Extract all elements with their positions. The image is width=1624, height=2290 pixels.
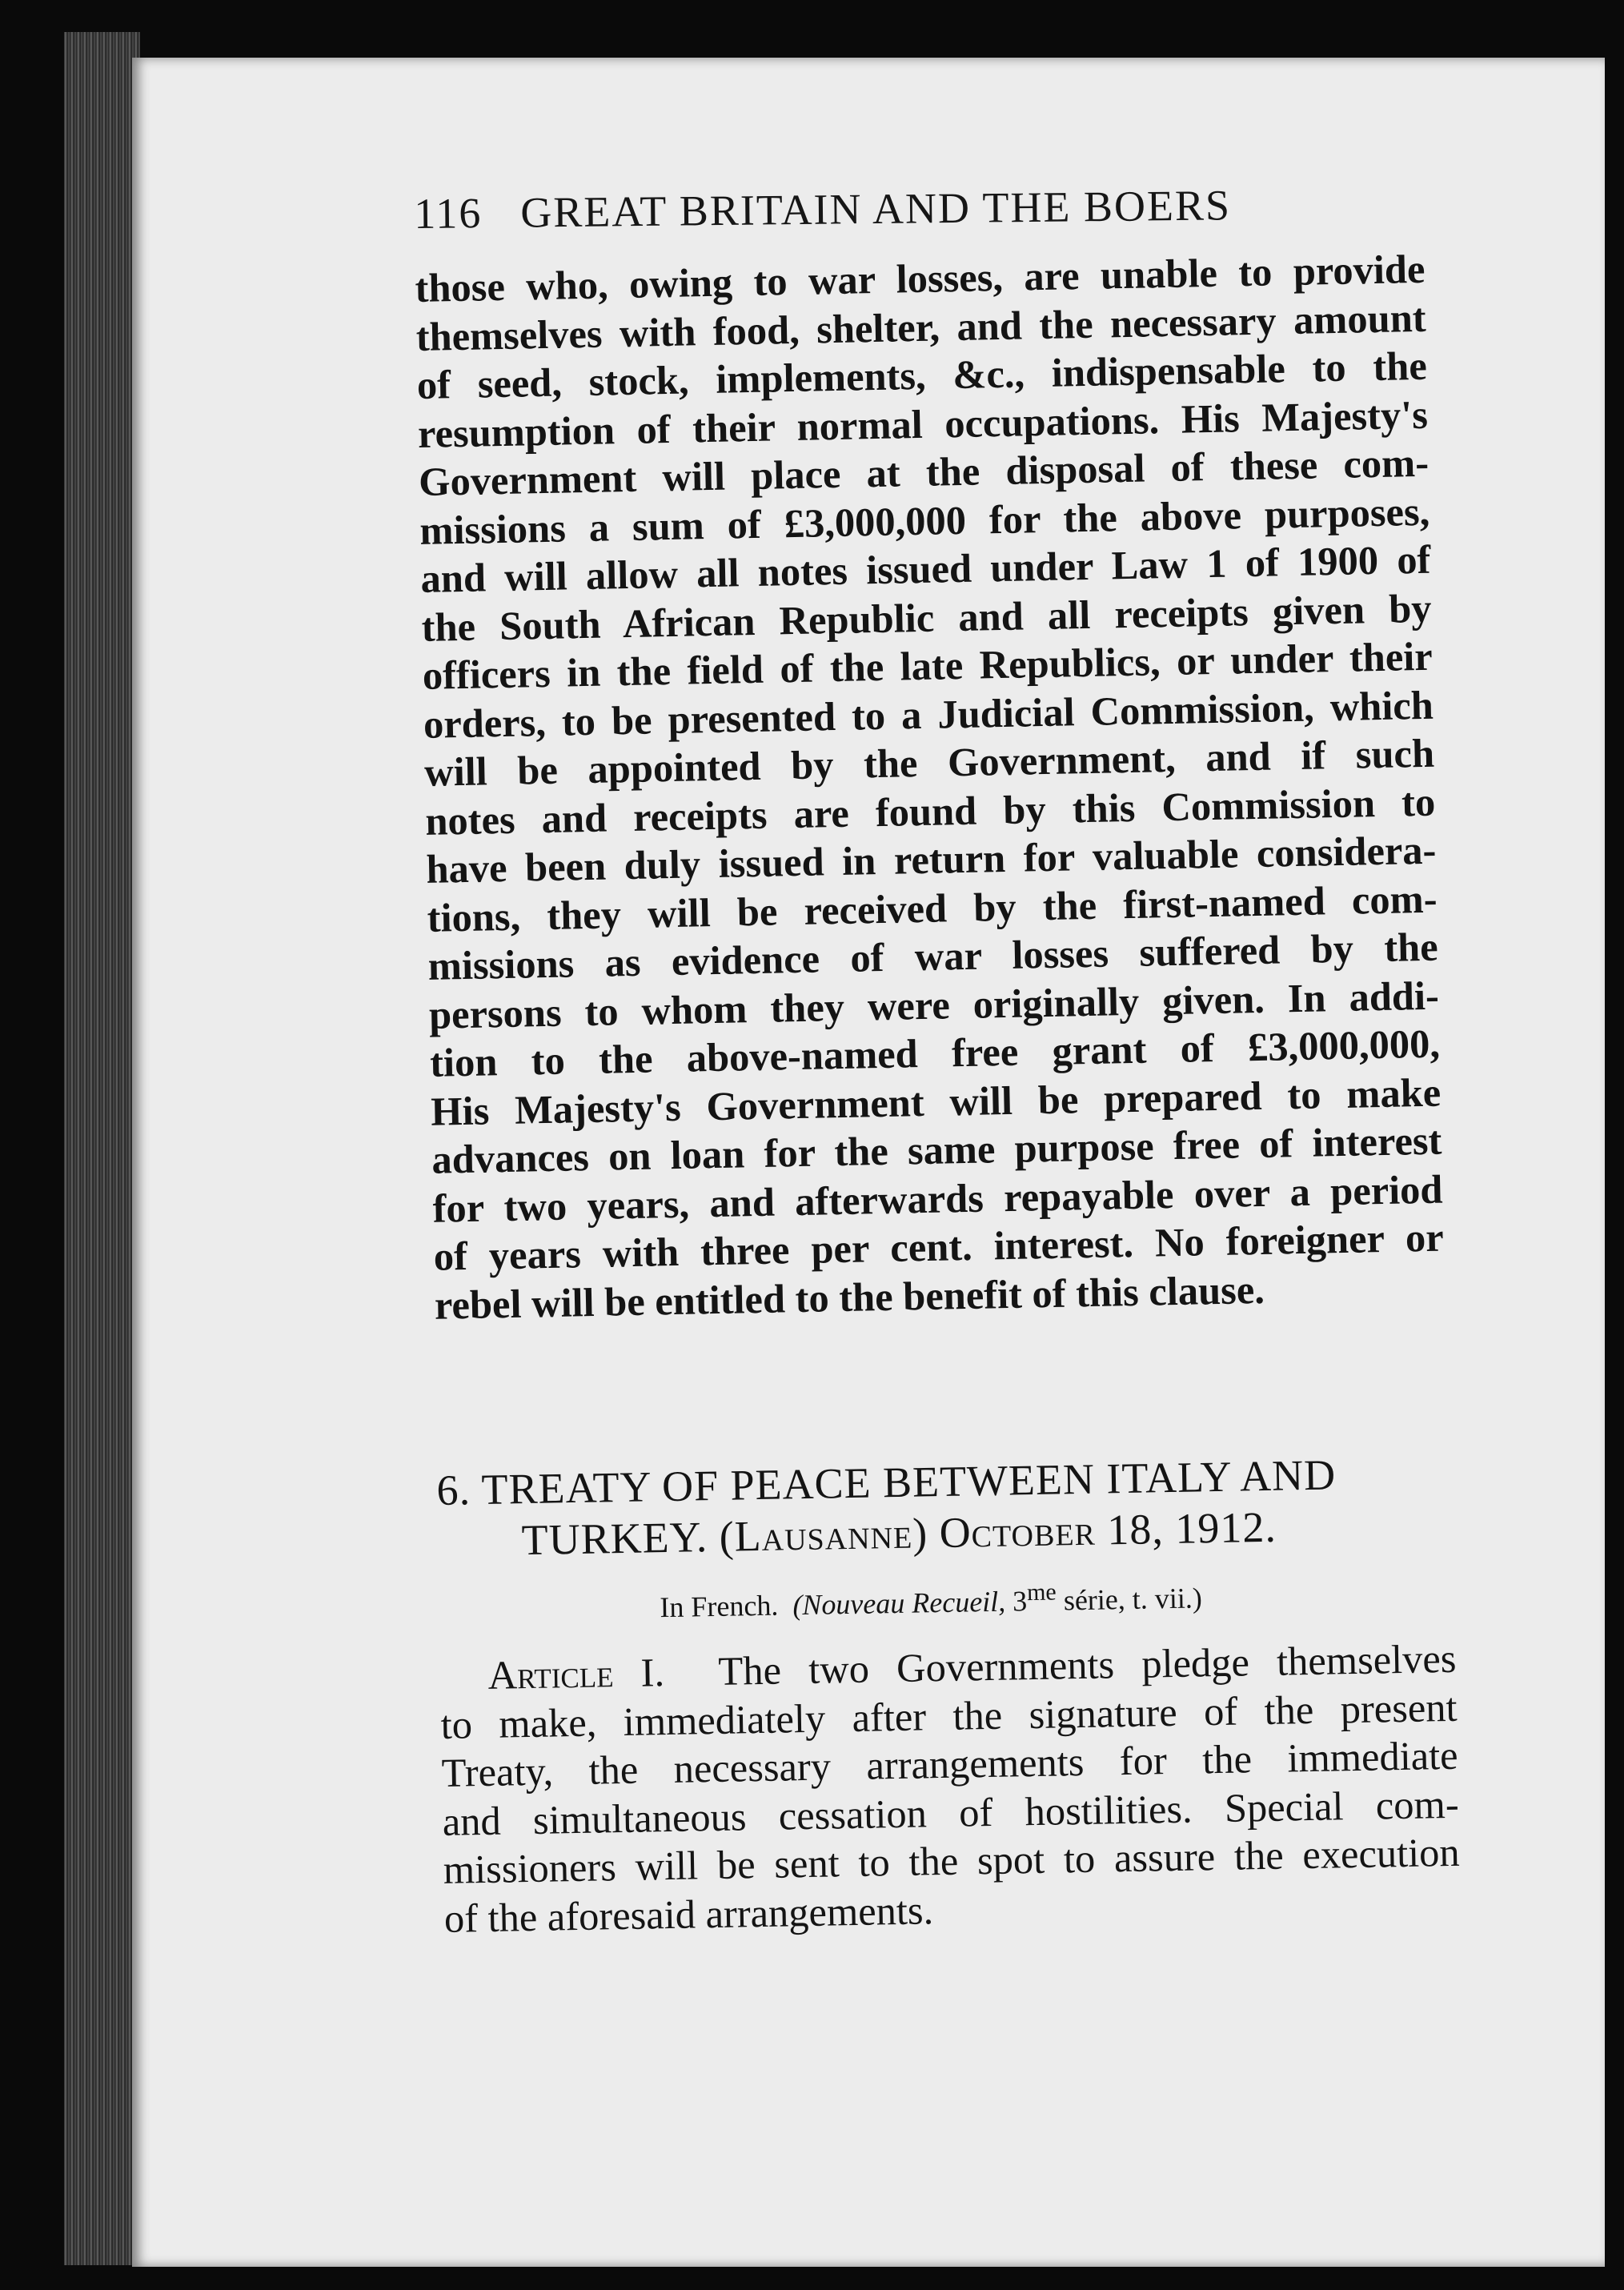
- source-series-rest: série, t. vii.): [1063, 1582, 1203, 1617]
- article-1: [439, 1634, 1461, 1943]
- source-series-number: 3: [1012, 1585, 1028, 1618]
- source-series-superscript: me: [1026, 1578, 1057, 1606]
- text-line: Government will place at the disposal of these com-: [418, 439, 1430, 504]
- article-line: of the aforesaid arrangements.: [443, 1887, 934, 1941]
- section-title-place: (Lausanne): [719, 1509, 928, 1561]
- source-work: (Nouveau Recueil,: [792, 1585, 1006, 1622]
- text-line: advances on loan for the same purpose free of interest: [431, 1117, 1442, 1182]
- text-line: of seed, stock, implements, &c., indispensable to the: [416, 343, 1428, 407]
- text-line: His Majesty's Government will be prepared to make: [430, 1069, 1442, 1134]
- text-line: will be appointed by the Government, and if such: [423, 730, 1435, 795]
- text-line: tion to the above-named free grant of £3,000,000,: [429, 1021, 1441, 1085]
- running-title: GREAT BRITAIN AND THE BOERS: [520, 181, 1232, 237]
- section-title-date: October 18, 1912.: [939, 1502, 1277, 1558]
- book-page-edge: [64, 32, 140, 2265]
- treaty-section: [436, 1447, 1461, 1943]
- text-line: officers in the field of the late Republics, or under their: [422, 633, 1434, 698]
- article-line: to make, immediately after the signature of the present: [440, 1684, 1458, 1747]
- source-language: In French.: [660, 1589, 779, 1624]
- article-line: The two Governments pledge themselves: [718, 1635, 1457, 1694]
- article-line: Treaty, the necessary arrangements for the immediate: [441, 1732, 1459, 1795]
- article-line: missioners will be sent to the spot to assure the execution: [443, 1829, 1461, 1892]
- text-line: for two years, and afterwards repayable over a period: [432, 1166, 1443, 1231]
- text-line: those who, owing to war losses, are unable to provide: [415, 246, 1426, 311]
- text-line: have been duly issued in return for valuable considera-: [425, 827, 1437, 892]
- text-line: resumption of their normal occupations. His Majesty's: [417, 391, 1429, 456]
- text-line: missions as evidence of war losses suffered by the: [427, 924, 1439, 989]
- section-title-country: TURKEY.: [521, 1513, 708, 1565]
- text-line: persons to whom they were originally given. In addi-: [428, 973, 1440, 1037]
- text-line: missions a sum of £3,000,000 for the above purposes,: [419, 488, 1430, 553]
- article-line: and simultaneous cessation of hostilities. Special com-: [442, 1781, 1460, 1844]
- text-line: of years with three per cent. interest. No foreigner or: [433, 1214, 1445, 1279]
- text-line: notes and receipts are found by this Commission to: [424, 779, 1436, 844]
- text-line: the South African Republic and all receipts given by: [421, 585, 1433, 650]
- text-line: and will allow all notes issued under Law 1 of 1900 of: [420, 536, 1431, 601]
- section-title-line-1: 6. TREATY OF PEACE BETWEEN ITALY AND: [436, 1450, 1337, 1514]
- article-label: Article I.: [487, 1650, 665, 1698]
- text-line: tions, they will be received by the first-named com-: [427, 876, 1438, 940]
- section-title: [436, 1447, 1454, 1567]
- text-line: rebel will be entitled to the benefit of this clause.: [434, 1266, 1265, 1328]
- body-text: [415, 245, 1445, 1329]
- text-line: themselves with food, shelter, and the necessary amount: [415, 295, 1427, 359]
- source-note: [407, 1572, 1456, 1629]
- page-number: 116: [414, 189, 483, 238]
- text-line: orders, to be presented to a Judicial Commission, which: [423, 682, 1434, 747]
- running-header: [414, 179, 1295, 239]
